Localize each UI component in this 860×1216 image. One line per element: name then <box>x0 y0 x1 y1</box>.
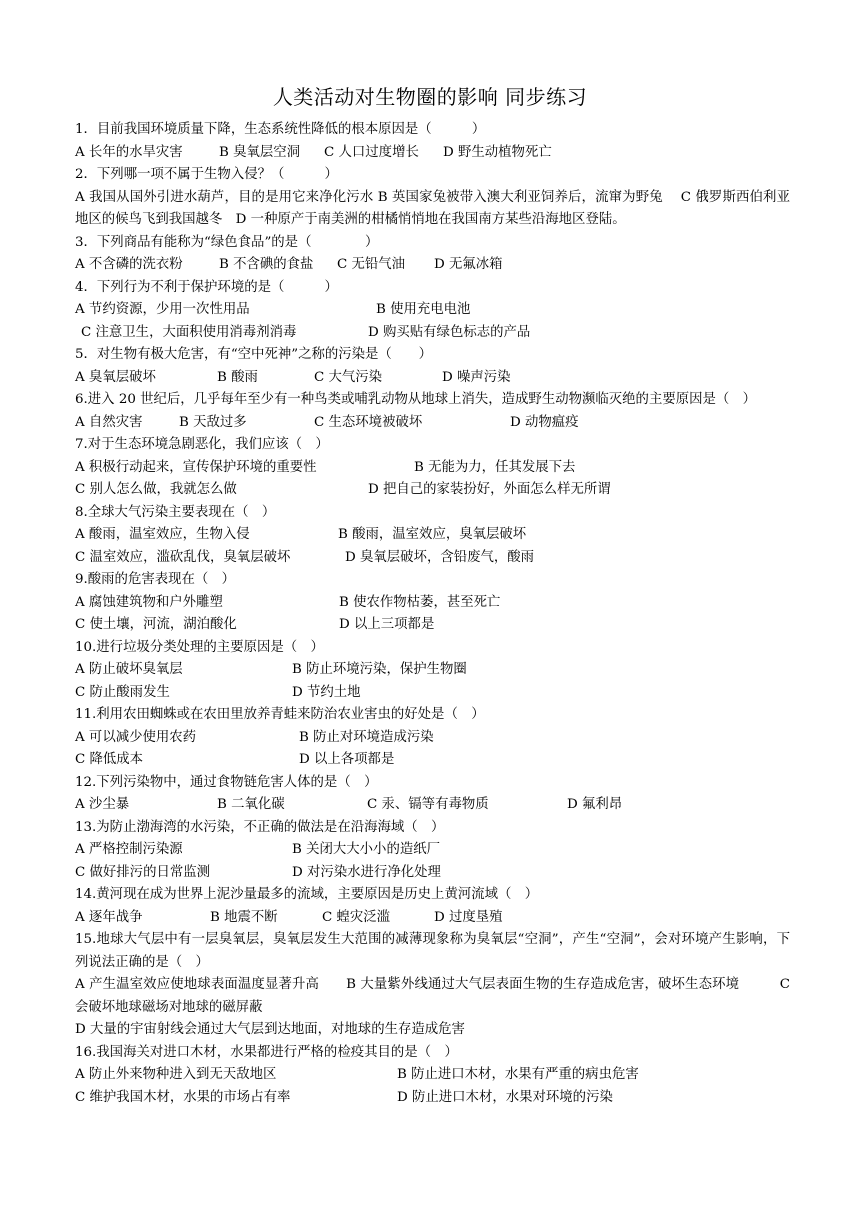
option-c: C 生态环境被破坏 <box>314 414 423 430</box>
option-d: D 购买贴有绿色标志的产品 <box>368 324 531 340</box>
option-a: A 腐蚀建筑物和户外雕塑 <box>75 594 223 610</box>
option-d: D 臭氧层破坏，含铅废气，酸雨 <box>345 549 535 565</box>
option-c: C 降低成本 <box>75 752 144 767</box>
option-c: C 温室效应，滥砍乱伐，臭氧层破坏 <box>75 549 291 565</box>
question-2-stem: 2．下列哪一项不属于生物入侵？（ ） <box>75 167 338 182</box>
option-b: B 关闭大大小小的造纸厂 <box>292 842 441 857</box>
option-a: A 不含磷的洗衣粉 <box>75 257 183 272</box>
question-11-options-row-1 <box>75 727 790 750</box>
option-b: B 臭氧层空洞 <box>219 144 301 160</box>
question-4-options-row-1 <box>75 299 790 322</box>
question-8-options-row-1 <box>75 524 790 547</box>
option-b: B 防止环境污染，保护生物圈 <box>292 662 467 677</box>
question-7-options-row-2 <box>75 479 790 502</box>
question-16-options-row-2 <box>75 1087 790 1110</box>
question-5-stem: 5．对生物有极大危害，有“空中死神”之称的污染是（ ） <box>75 347 432 362</box>
option-a: A 沙尘暴 <box>75 797 130 812</box>
option-a: A 防止破坏臭氧层 <box>75 662 183 677</box>
question-10-stem: 10.进行垃圾分类处理的主要原因是（ ） <box>75 639 324 655</box>
option-b: B 不含碘的食盐 <box>219 257 314 272</box>
question-12-stem: 12.下列污染物中，通过食物链危害人体的是（ ） <box>75 774 378 790</box>
option-b: B 防止对环境造成污染 <box>299 729 434 745</box>
option-b: B 酸雨 <box>217 369 258 385</box>
option-a: A 严格控制污染源 <box>75 842 183 857</box>
option-c: C 大气污染 <box>314 369 383 385</box>
option-c: C 别人怎么做，我就怎么做 <box>75 482 237 497</box>
option-b: B 使农作物枯萎，甚至死亡 <box>339 594 501 610</box>
option-d: D 野生动植物死亡 <box>443 144 552 160</box>
option-d: D 过度垦殖 <box>434 909 503 925</box>
question-9-stem: 9.酸雨的危害表现在（ ） <box>75 572 236 587</box>
question-13-options-row-1 <box>75 839 790 862</box>
question-4-stem: 4．下列行为不利于保护环境的是（ ） <box>75 279 338 295</box>
option-b: B 防止进口木材，水果有严重的病虫危害 <box>397 1067 639 1082</box>
question-15-option-d: D 大量的宇宙射线会通过大气层到达地面，对地球的生存造成危害 <box>75 1022 465 1037</box>
option-d: D 噪声污染 <box>442 369 511 385</box>
option-d: D 以上三项都是 <box>339 617 435 632</box>
question-8-stem: 8.全球大气污染主要表现在（ ） <box>75 504 276 520</box>
option-d: D 节约土地 <box>292 684 361 700</box>
page-title: 人类活动对生物圈的影响 同步练习 <box>272 85 588 109</box>
option-c: C 注意卫生，大面积使用消毒剂消毒 <box>81 324 297 340</box>
option-a: A 节约资源，少用一次性用品 <box>75 302 250 317</box>
option-c: C 无铅气油 <box>337 257 406 272</box>
option-d: D 氟利昂 <box>567 797 623 812</box>
option-a: A 逐年战争 <box>75 909 143 925</box>
question-10-options-row-2 <box>75 682 790 705</box>
question-14-options <box>75 907 790 930</box>
question-11-stem: 11.利用农田蜘蛛或在农田里放养青蛙来防治农业害虫的好处是（ ） <box>75 707 485 722</box>
option-d: D 动物瘟疫 <box>510 414 579 430</box>
option-a: A 长年的水旱灾害 <box>75 144 183 160</box>
option-b: B 地震不断 <box>210 909 278 925</box>
option-a: A 可以减少使用农药 <box>75 729 197 745</box>
question-4-options-row-2 <box>75 322 790 345</box>
question-15-stem: 15.地球大气层中有一层臭氧层，臭氧层发生大范围的减薄现象称为臭氧层“空洞”，产生“空洞”，会对环境产生影响，下列说法正确的是（ ） <box>75 932 790 970</box>
question-16-stem: 16.我国海关对进口木材，水果都进行严格的检疫其目的是（ ） <box>75 1044 458 1060</box>
option-d: D 无氟冰箱 <box>434 257 503 272</box>
option-a: A 积极行动起来，宣传保护环境的重要性 <box>75 459 317 475</box>
question-11-options-row-2 <box>75 749 790 772</box>
option-d: D 以上各项都是 <box>299 752 395 767</box>
option-a: A 自然灾害 <box>75 414 143 430</box>
option-c: C 使土壤，河流，湖泊酸化 <box>75 617 237 632</box>
option-c: C 做好排污的日常监测 <box>75 864 211 880</box>
option-a: A 酸雨，温室效应，生物入侵 <box>75 527 250 542</box>
option-c: C 防止酸雨发生 <box>75 684 170 700</box>
question-1-options <box>75 142 790 165</box>
question-3-stem: 3．下列商品有能称为“绿色食品”的是（ ） <box>75 234 379 250</box>
option-c: C 汞、镉等有毒物质 <box>367 797 489 812</box>
question-2-options: A 我国从国外引进水葫芦，目的是用它来净化污水 B 英国家兔被带入澳大利亚饲养后，流窜为野兔 C 俄罗斯西伯利亚地区的候鸟飞到我国越冬 D 一种原产于南美洲的柑橘悄悄地在我国南方某些沿海地区登陆。 <box>75 189 790 227</box>
question-13-stem: 13.为防止渤海湾的水污染，不正确的做法是在沿海海域（ ） <box>75 819 445 835</box>
option-c: C 维护我国木材，水果的市场占有率 <box>75 1089 291 1105</box>
option-d: D 对污染水进行净化处理 <box>292 864 441 880</box>
question-5-options <box>75 367 790 390</box>
question-6-options <box>75 412 790 435</box>
question-3-options <box>75 254 790 277</box>
question-1-stem: 1．目前我国环境质量下降，生态系统性降低的根本原因是（ ） <box>75 122 486 137</box>
option-b: B 酸雨，温室效应，臭氧层破坏 <box>338 527 527 542</box>
option-b: B 无能为力，任其发展下去 <box>414 459 576 475</box>
option-d: D 防止进口木材，水果对环境的污染 <box>397 1089 613 1105</box>
question-9-options-row-1 <box>75 592 790 615</box>
question-13-options-row-2 <box>75 862 790 885</box>
question-14-stem: 14.黄河现在成为世界上泥沙量最多的流域，主要原因是历史上黄河流域（ ） <box>75 887 539 902</box>
option-c: C 蝗灾泛滥 <box>322 909 391 925</box>
option-d: D 把自己的家装扮好，外面怎么样无所谓 <box>368 482 611 497</box>
option-b: B 二氧化碳 <box>217 797 285 812</box>
question-12-options <box>75 794 790 817</box>
question-15-options-abc: A 产生温室效应使地球表面温度显著升高 B 大量紫外线通过大气层表面生物的生存造成危害，破坏生态环境 C 会破坏地球磁场对地球的磁屏蔽 <box>75 977 790 1015</box>
option-c: C 人口过度增长 <box>324 144 419 160</box>
option-a: A 防止外来物种进入到无天敌地区 <box>75 1067 277 1082</box>
question-16-options-row-1 <box>75 1064 790 1087</box>
question-8-options-row-2 <box>75 547 790 570</box>
question-10-options-row-1 <box>75 659 790 682</box>
question-9-options-row-2 <box>75 614 790 637</box>
question-list <box>75 119 790 1109</box>
option-a: A 臭氧层破坏 <box>75 369 156 385</box>
option-b: B 天敌过多 <box>179 414 247 430</box>
question-7-stem: 7.对于生态环境急剧恶化，我们应该（ ） <box>75 437 329 452</box>
question-6-stem: 6.进入 20 世纪后，几乎每年至少有一种鸟类或哺乳动物从地球上消失，造成野生动物濒临灭绝的主要原因是（ ） <box>75 392 757 407</box>
question-7-options-row-1 <box>75 457 790 480</box>
option-b: B 使用充电电池 <box>376 302 471 317</box>
